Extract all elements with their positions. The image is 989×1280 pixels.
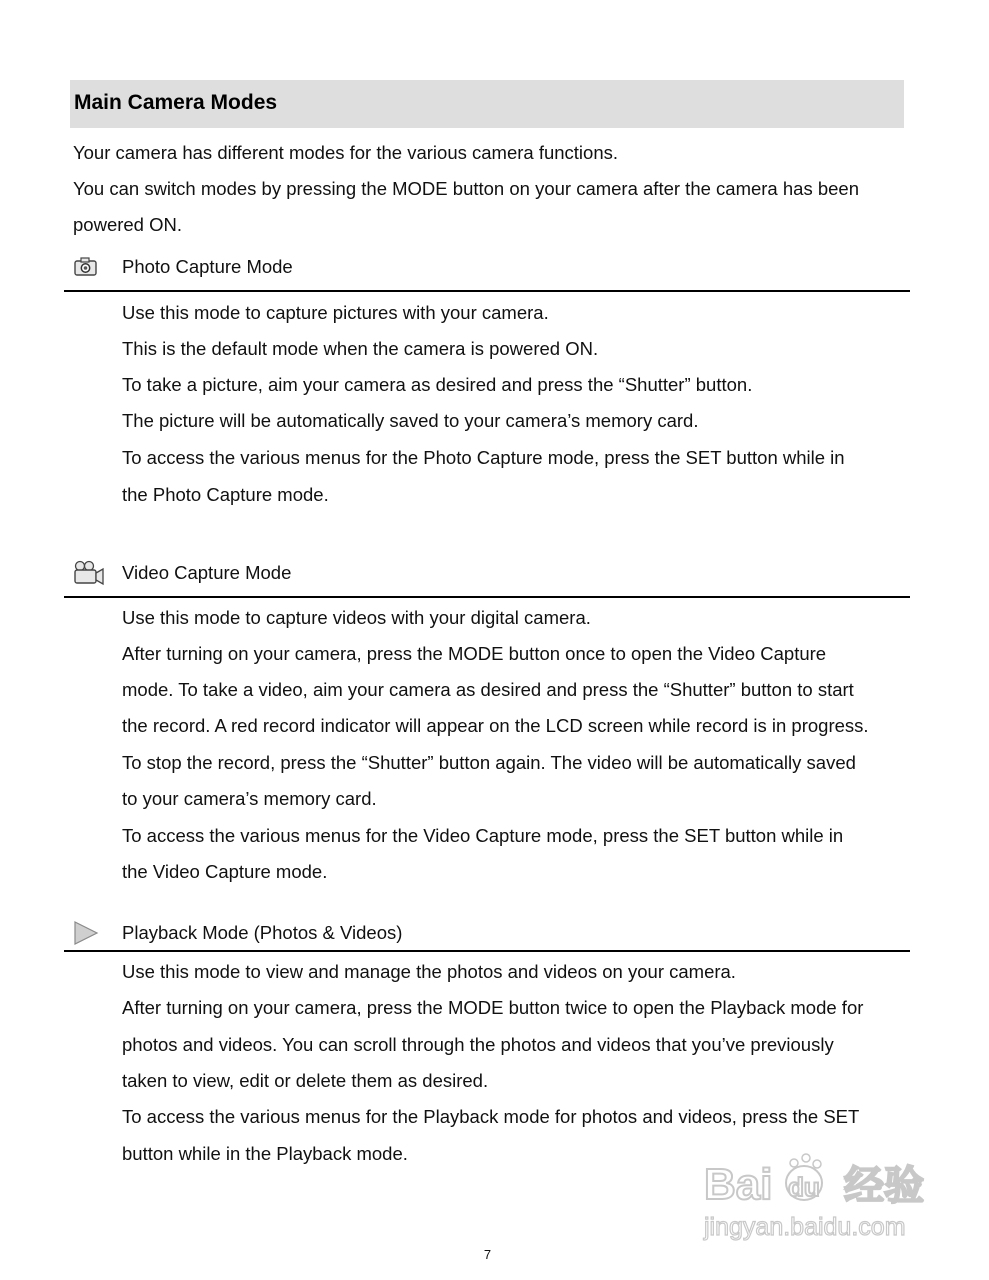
video-mode-line: the Video Capture mode. bbox=[122, 861, 328, 882]
playback-mode-line: taken to view, edit or delete them as desired. bbox=[122, 1070, 489, 1091]
play-icon bbox=[73, 920, 99, 951]
playback-mode-line: To access the various menus for the Playback mode for photos and videos, press the SET bbox=[122, 1106, 860, 1127]
playback-mode-title: Playback Mode (Photos & Videos) bbox=[122, 922, 403, 943]
photo-mode-title: Photo Capture Mode bbox=[122, 256, 293, 277]
video-mode-line: To access the various menus for the Video Capture mode, press the SET button while in bbox=[122, 825, 844, 846]
section-divider bbox=[64, 950, 910, 952]
video-mode-line: After turning on your camera, press the MODE button once to open the Video Capture bbox=[122, 643, 827, 664]
intro-line: You can switch modes by pressing the MODE button on your camera after the camera has been bbox=[73, 178, 859, 199]
video-mode-line: mode. To take a video, aim your camera as desired and press the “Shutter” button to start bbox=[122, 679, 854, 700]
video-mode-title: Video Capture Mode bbox=[122, 562, 292, 583]
playback-mode-line: Use this mode to view and manage the photos and videos on your camera. bbox=[122, 961, 736, 982]
page-number: 7 bbox=[483, 1247, 492, 1262]
photo-mode-line: This is the default mode when the camera is powered ON. bbox=[122, 338, 599, 359]
baidu-watermark-logo bbox=[700, 1143, 940, 1243]
video-mode-line: Use this mode to capture videos with your digital camera. bbox=[122, 607, 591, 628]
playback-mode-line: After turning on your camera, press the MODE button twice to open the Playback mode for bbox=[122, 997, 864, 1018]
video-mode-line: the record. A red record indicator will appear on the LCD screen while record is in progress. bbox=[122, 715, 869, 736]
camera-icon bbox=[73, 256, 99, 283]
section-divider bbox=[64, 596, 910, 598]
intro-line: powered ON. bbox=[73, 214, 182, 235]
photo-mode-line: To take a picture, aim your camera as desired and press the “Shutter” button. bbox=[122, 374, 753, 395]
svg-text:经验: 经验 bbox=[844, 1164, 924, 1208]
video-mode-line: to your camera’s memory card. bbox=[122, 788, 377, 809]
intro-line: Your camera has different modes for the various camera functions. bbox=[73, 142, 619, 163]
section-header-bar bbox=[70, 80, 904, 128]
section-divider bbox=[64, 290, 910, 292]
photo-mode-line: Use this mode to capture pictures with your camera. bbox=[122, 302, 549, 323]
page-title: Main Camera Modes bbox=[74, 91, 278, 114]
video-camera-icon bbox=[73, 560, 105, 591]
svg-text:Bai: Bai bbox=[704, 1160, 773, 1209]
photo-mode-line: To access the various menus for the Photo Capture mode, press the SET button while in bbox=[122, 447, 845, 468]
svg-text:du: du bbox=[788, 1172, 820, 1202]
photo-mode-line: the Photo Capture mode. bbox=[122, 484, 329, 505]
video-mode-line: To stop the record, press the “Shutter” button again. The video will be automatically saved bbox=[122, 752, 856, 773]
playback-mode-line: button while in the Playback mode. bbox=[122, 1143, 408, 1164]
playback-mode-line: photos and videos. You can scroll through the photos and videos that you’ve previously bbox=[122, 1034, 834, 1055]
svg-text:jingyan.baidu.com: jingyan.baidu.com bbox=[704, 1213, 906, 1241]
photo-mode-line: The picture will be automatically saved to your camera’s memory card. bbox=[122, 410, 699, 431]
